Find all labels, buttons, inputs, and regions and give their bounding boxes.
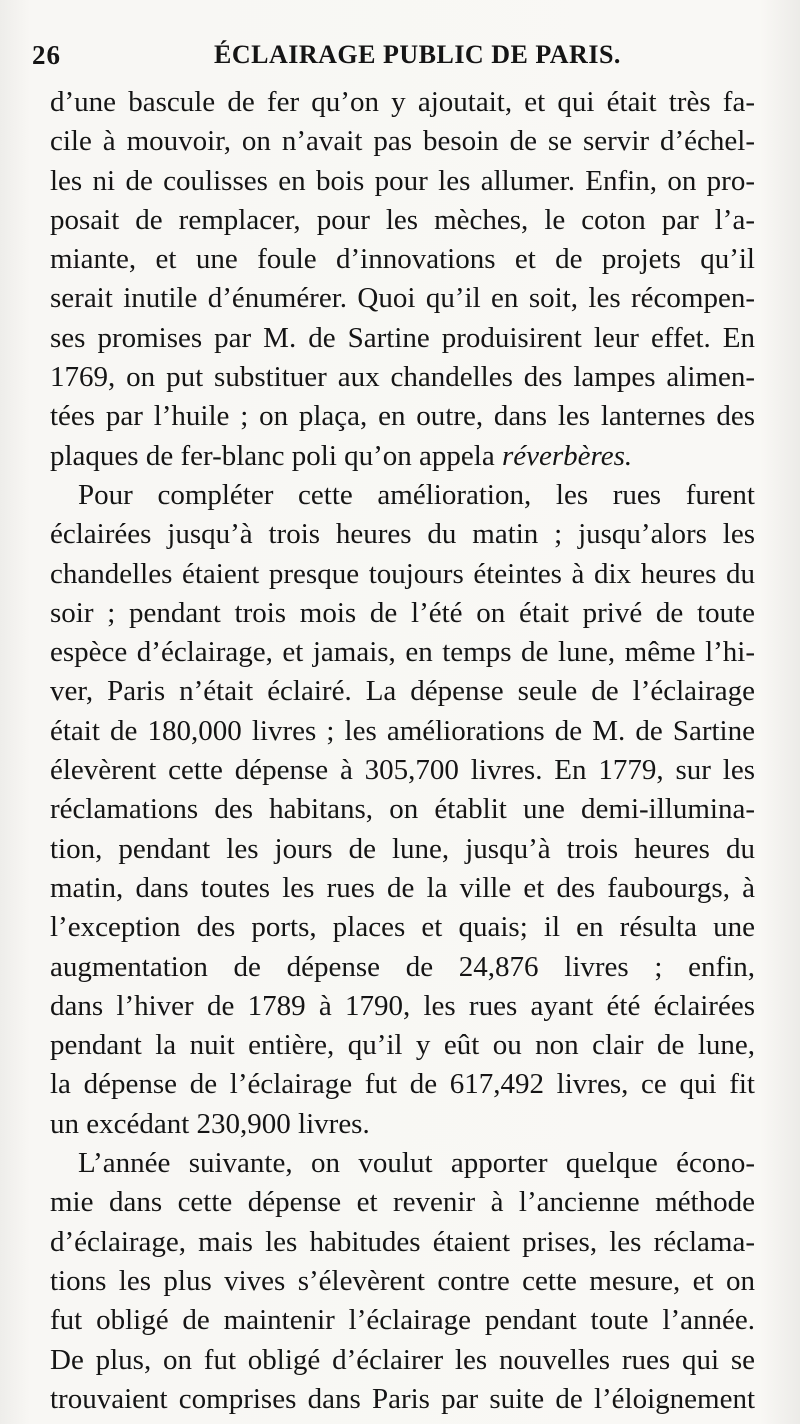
paragraph-start-line: L’année suivante, on voulut apporter quelque écono-: [78, 1147, 755, 1180]
text-line: d’une bascule de fer qu’on y ajoutait, et qui était très fa-: [50, 86, 755, 118]
text-line: l’exception des ports, places et quais; il en résulta une: [50, 911, 755, 944]
paragraph-start-line: Pour compléter cette amélioration, les rues furent: [78, 478, 755, 511]
text-line: posait de remplacer, pour les mèches, le coton par l’a-: [50, 203, 755, 236]
text-line: chandelles étaient presque toujours éteintes à dix heures du: [50, 557, 755, 590]
text-line: miante, et une foule d’innovations et de projets qu’il: [50, 243, 755, 276]
text-line: De plus, on fut obligé d’éclairer les nouvelles rues qui se: [50, 1343, 755, 1376]
text-line: ses promises par M. de Sartine produisirent leur effet. En: [50, 321, 755, 354]
text-line: dans l’hiver de 1789 à 1790, les rues ayant été éclairées: [50, 989, 755, 1022]
text-line: serait inutile d’énumérer. Quoi qu’il en soit, les récompen-: [50, 282, 755, 315]
text-line: tions les plus vives s’élevèrent contre cette mesure, et on: [50, 1264, 755, 1297]
text-line: 1769, on put substituer aux chandelles des lampes alimen-: [50, 361, 755, 394]
text-line: ver, Paris n’était éclairé. La dépense seule de l’éclairage: [50, 675, 755, 708]
text-line: soir ; pendant trois mois de l’été on était privé de toute: [50, 596, 755, 629]
text-line: élevèrent cette dépense à 305,700 livres. En 1779, sur les: [50, 754, 755, 787]
text-line: éclairées jusqu’à trois heures du matin ; jusqu’alors les: [50, 518, 755, 551]
text-line: était de 180,000 livres ; les améliorations de M. de Sartine: [50, 714, 755, 747]
text-line: augmentation de dépense de 24,876 livres ; enfin,: [50, 950, 755, 983]
text-line: la dépense de l’éclairage fut de 617,492 livres, ce qui fit: [50, 1068, 755, 1101]
text-line: matin, dans toutes les rues de la ville et des faubourgs, à: [50, 871, 755, 904]
text-line: cile à mouvoir, on n’avait pas besoin de se servir d’échel-: [50, 125, 755, 158]
paragraph-end-line: un excédant 230,900 livres.: [50, 1107, 370, 1140]
text-line: tées par l’huile ; on plaça, en outre, dans les lanternes des: [50, 400, 755, 433]
text-line: fut obligé de maintenir l’éclairage pendant toute l’année.: [50, 1304, 755, 1337]
text-line: [50, 437, 755, 476]
text-line: les ni de coulisses en bois pour les allumer. Enfin, on pro-: [50, 164, 755, 197]
page-number: 26: [32, 40, 61, 70]
text-line: trouvaient comprises dans Paris par suite de l’éloignement: [50, 1382, 755, 1415]
page-header: [32, 30, 762, 80]
text-line: tion, pendant les jours de lune, jusqu’à trois heures du: [50, 832, 755, 865]
text-line: d’éclairage, mais les habitudes étaient prises, les réclama-: [50, 1225, 755, 1258]
running-title: ÉCLAIRAGE PUBLIC DE PARIS.: [214, 40, 621, 69]
text-line: pendant la nuit entière, qu’il y eût ou non clair de lune,: [50, 1029, 755, 1062]
text-line: mie dans cette dépense et revenir à l’ancienne méthode: [50, 1186, 755, 1219]
text-line: réclamations des habitans, on établit une demi-illumina-: [50, 793, 755, 826]
italic-term: réverbères.: [501, 439, 633, 472]
text-line-roman: plaques de fer-blanc poli qu’on appela: [50, 439, 502, 472]
text-line: espèce d’éclairage, et jamais, en temps de lune, même l’hi-: [50, 636, 755, 669]
body-text: [50, 83, 755, 1419]
